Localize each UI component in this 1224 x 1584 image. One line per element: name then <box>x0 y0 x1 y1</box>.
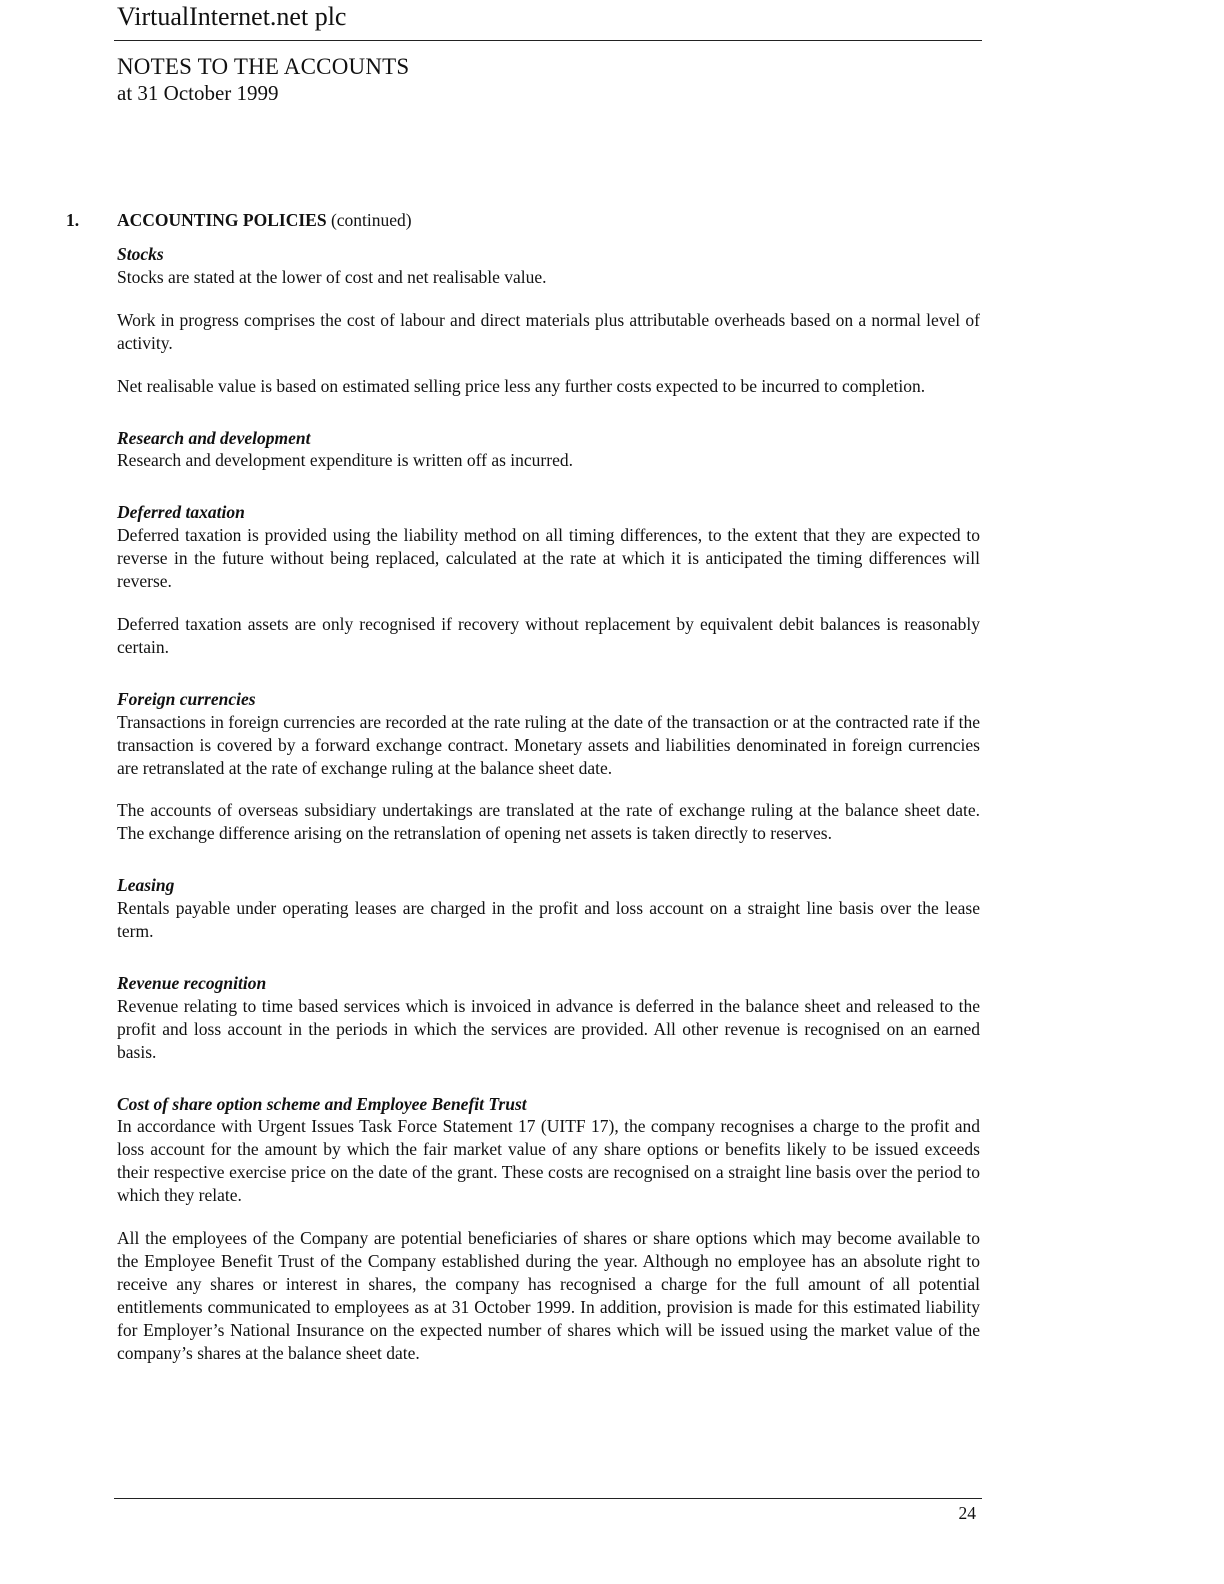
paragraph: Net realisable value is based on estimated selling price less any further costs expected to be incurred to completion. <box>117 375 926 396</box>
paragraph: Stocks are stated at the lower of cost and net realisable value. <box>117 266 547 287</box>
subsection-deferred-taxation <box>117 501 980 658</box>
company-name: VirtualInternet.net plc <box>117 2 347 31</box>
page-date: at 31 October 1999 <box>117 81 279 105</box>
footer-rule <box>114 1498 982 1499</box>
paragraph: In accordance with Urgent Issues Task Force Statement 17 (UITF 17), the company recognises a charge to the profit and loss account for the amount by which the fair market value of any share options or benefits likely to be issued exceeds their respective exercise price on the date of the grant. These costs are recognised on a straight line basis over the period to which they relate. <box>117 1116 980 1206</box>
page-number: 24 <box>958 1503 976 1523</box>
paragraph: Deferred taxation is provided using the liability method on all timing differences, to the extent that they are expected to reverse in the future without being replaced, calculated at the rate at which it is anticipated the timing differences will reverse. <box>117 525 980 592</box>
paragraph: Deferred taxation assets are only recognised if recovery without replacement by equivalent debit balances is reasonably certain. <box>117 613 980 657</box>
page-title: NOTES TO THE ACCOUNTS <box>117 54 410 79</box>
subsection-title: Deferred taxation <box>117 502 245 523</box>
policies-content <box>117 243 980 1365</box>
section-heading <box>117 209 412 231</box>
section-number: 1. <box>66 210 80 230</box>
paragraph: Rentals payable under operating leases are charged in the profit and loss account on a straight line basis over the lease term. <box>117 898 980 942</box>
subsection-title: Research and development <box>117 427 311 448</box>
subsection-research-and-development <box>117 427 980 473</box>
subsection-share-option-scheme <box>117 1093 980 1365</box>
paragraph: Revenue relating to time based services which is invoiced in advance is deferred in the balance sheet and released to the profit and loss account in the periods in which the services are provided. All other revenue is recognised on an earned basis. <box>117 995 980 1062</box>
subsection-title: Stocks <box>117 244 164 264</box>
paragraph: The accounts of overseas subsidiary undertakings are translated at the rate of exchange ruling at the balance sheet date. The exchange difference arising on the retranslation of opening net assets is taken directly to reserves. <box>117 800 980 844</box>
subsection-title: Foreign currencies <box>117 688 256 709</box>
subsection-foreign-currencies <box>117 688 980 845</box>
header-rule <box>114 40 982 41</box>
subsection-title: Leasing <box>117 875 175 896</box>
subsection-title: Revenue recognition <box>117 972 267 993</box>
subsection-stocks <box>117 243 980 398</box>
subsection-title: Cost of share option scheme and Employee Benefit Trust <box>117 1093 527 1114</box>
paragraph: All the employees of the Company are potential beneficiaries of shares or share options which may become available to the Employee Benefit Trust of the Company established during the year. Although no employee has an absolute right to receive any shares or interest in shares, the company has recognised a charge for the full amount of all potential entitlements communicated to employees as at 31 October 1999. In addition, provision is made for this estimated liability for Employer’s National Insurance on the expected number of shares which will be issued using the market value of the company’s shares at the balance sheet date. <box>117 1228 980 1363</box>
section-heading-text: ACCOUNTING POLICIES <box>117 210 327 230</box>
paragraph: Work in progress comprises the cost of labour and direct materials plus attributable overheads based on a normal level of activity. <box>117 309 980 353</box>
section-heading-suffix: (continued) <box>326 210 412 230</box>
paragraph: Transactions in foreign currencies are recorded at the rate ruling at the date of the transaction or at the contracted rate if the transaction is covered by a forward exchange contract. Monetary assets and liabilities denominated in foreign currencies are retranslated at the rate of exchange ruling at the balance sheet date. <box>117 711 980 778</box>
subsection-revenue-recognition <box>117 972 980 1064</box>
paragraph: Research and development expenditure is written off as incurred. <box>117 450 573 471</box>
subsection-leasing <box>117 874 980 943</box>
